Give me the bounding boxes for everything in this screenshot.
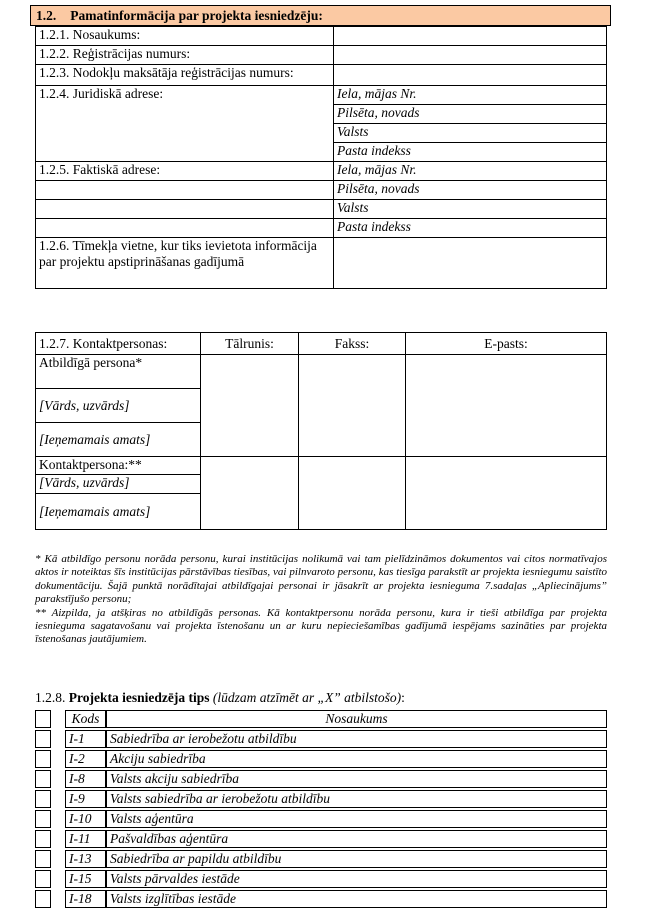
legal-street-field[interactable]: Iela, mājas Nr. <box>334 86 607 105</box>
tax-number-label: 1.2.3. Nodokļu maksātāja reģistrācijas numurs: <box>36 65 334 86</box>
table-row <box>35 770 607 788</box>
table-row <box>35 850 607 868</box>
actual-address-blank <box>36 200 334 219</box>
type-checkbox[interactable] <box>35 750 51 768</box>
name-input[interactable] <box>334 27 607 46</box>
type-code: I-11 <box>65 830 106 848</box>
type-checkbox[interactable] <box>35 890 51 908</box>
type-name: Akciju sabiedrība <box>106 750 607 768</box>
footnote-responsible: * Kā atbildīgo personu norāda personu, kurai institūcijas nolikumā vai tam pielīdzināmos dokumentos vai citos normatīvajos aktos ir noteiktas šīs institūcijas pārstāvības tiesības, vai pilnvaroto personu, kas tiesīga parakstīt ar projekta iesniegumu saistīto dokumentāciju. Šajā punktā norādītajai atbildīgajai personai ir jāsakrīt ar projekta iesnieguma 7.sadaļas „Apliecinājums” parakstījušo personu; <box>35 553 607 606</box>
contact-fax-input[interactable] <box>299 457 406 530</box>
reg-number-label: 1.2.2. Reģistrācijas numurs: <box>36 46 334 65</box>
type-checkbox[interactable] <box>35 830 51 848</box>
type-code: I-10 <box>65 810 106 828</box>
type-name: Valsts aģentūra <box>106 810 607 828</box>
table-row <box>35 750 607 768</box>
actual-country-field[interactable]: Valsts <box>334 200 607 219</box>
type-name: Valsts sabiedrība ar ierobežotu atbildību <box>106 790 607 808</box>
table-row <box>35 730 607 748</box>
applicant-type-title <box>35 690 405 706</box>
type-code: I-15 <box>65 870 106 888</box>
legal-postcode-field[interactable]: Pasta indekss <box>334 143 607 162</box>
contact-email-input[interactable] <box>406 457 607 530</box>
type-code: I-8 <box>65 770 106 788</box>
table-row <box>35 810 607 828</box>
contacts-table <box>35 332 607 530</box>
actual-address-blank <box>36 219 334 238</box>
type-name: Valsts pārvaldes iestāde <box>106 870 607 888</box>
contacts-header: 1.2.7. Kontaktpersonas: <box>36 333 201 355</box>
responsible-person-label: Atbildīgā persona* <box>36 355 201 389</box>
website-input[interactable] <box>334 238 607 289</box>
reg-number-input[interactable] <box>334 46 607 65</box>
name-label: 1.2.1. Nosaukums: <box>36 27 334 46</box>
actual-address-blank <box>36 181 334 200</box>
name-header: Nosaukums <box>106 710 607 728</box>
fax-header: Fakss: <box>299 333 406 355</box>
legal-city-field[interactable]: Pilsēta, novads <box>334 105 607 124</box>
table-row <box>35 870 607 888</box>
basic-info-table <box>35 26 607 289</box>
type-checkbox[interactable] <box>35 770 51 788</box>
contact-name-field[interactable]: [Vārds, uzvārds] <box>36 475 201 494</box>
actual-address-label: 1.2.5. Faktiskā adrese: <box>36 162 334 181</box>
contact-person-label: Kontaktpersona:** <box>36 457 201 475</box>
table-row <box>35 890 607 908</box>
type-checkbox[interactable] <box>35 790 51 808</box>
applicant-type-heading: Projekta iesniedzēja tips <box>68 690 210 705</box>
applicant-type-hint: (lūdzam atzīmēt ar „X” atbilstošo) <box>212 690 402 705</box>
responsible-name-field[interactable]: [Vārds, uzvārds] <box>36 389 201 423</box>
legal-address-label: 1.2.4. Juridiskā adrese: <box>36 86 334 162</box>
applicant-type-table <box>35 708 607 910</box>
type-name: Pašvaldības aģentūra <box>106 830 607 848</box>
type-code: I-18 <box>65 890 106 908</box>
code-header: Kods <box>65 710 106 728</box>
website-label: 1.2.6. Tīmekļa vietne, kur tiks ievietota informācija par projektu apstiprināšanas gadījumā <box>36 238 334 289</box>
section-number: 1.2. <box>36 8 57 23</box>
responsible-email-input[interactable] <box>406 355 607 457</box>
type-checkbox[interactable] <box>35 870 51 888</box>
applicant-type-colon: : <box>401 690 405 705</box>
legal-country-field[interactable]: Valsts <box>334 124 607 143</box>
type-code: I-9 <box>65 790 106 808</box>
type-code: I-13 <box>65 850 106 868</box>
type-name: Valsts akciju sabiedrība <box>106 770 607 788</box>
section-header <box>30 5 611 26</box>
contact-position-field[interactable]: [Ieņemamais amats] <box>36 494 201 530</box>
responsible-position-field[interactable]: [Ieņemamais amats] <box>36 423 201 457</box>
responsible-fax-input[interactable] <box>299 355 406 457</box>
type-name: Sabiedrība ar ierobežotu atbildību <box>106 730 607 748</box>
contact-phone-input[interactable] <box>201 457 299 530</box>
actual-street-field[interactable]: Iela, mājas Nr. <box>334 162 607 181</box>
table-row <box>35 790 607 808</box>
email-header: E-pasts: <box>406 333 607 355</box>
phone-header: Tālrunis: <box>201 333 299 355</box>
type-code: I-2 <box>65 750 106 768</box>
type-checkbox[interactable] <box>35 850 51 868</box>
type-checkbox[interactable] <box>35 810 51 828</box>
footnotes <box>35 553 607 647</box>
type-name: Valsts izglītības iestāde <box>106 890 607 908</box>
section-title: Pamatinformācija par projekta iesniedzēju: <box>70 8 323 23</box>
checkbox-header <box>35 710 51 728</box>
applicant-type-number: 1.2.8. <box>35 690 66 705</box>
table-row <box>35 830 607 848</box>
type-code: I-1 <box>65 730 106 748</box>
type-name: Sabiedrība ar papildu atbildību <box>106 850 607 868</box>
actual-city-field[interactable]: Pilsēta, novads <box>334 181 607 200</box>
actual-postcode-field[interactable]: Pasta indekss <box>334 219 607 238</box>
responsible-phone-input[interactable] <box>201 355 299 457</box>
footnote-contact: ** Aizpilda, ja atšķiras no atbildīgās personas. Kā kontaktpersonu norāda personu, kura ir tieši atbildīga par projekta iesnieguma sagatavošanu vai projekta īstenošanu un ar kuru nepieciešamības gadījumā iespējams sazināties par projekta īstenošanas jautājumiem. <box>35 606 607 646</box>
tax-number-input[interactable] <box>334 65 607 86</box>
type-checkbox[interactable] <box>35 730 51 748</box>
